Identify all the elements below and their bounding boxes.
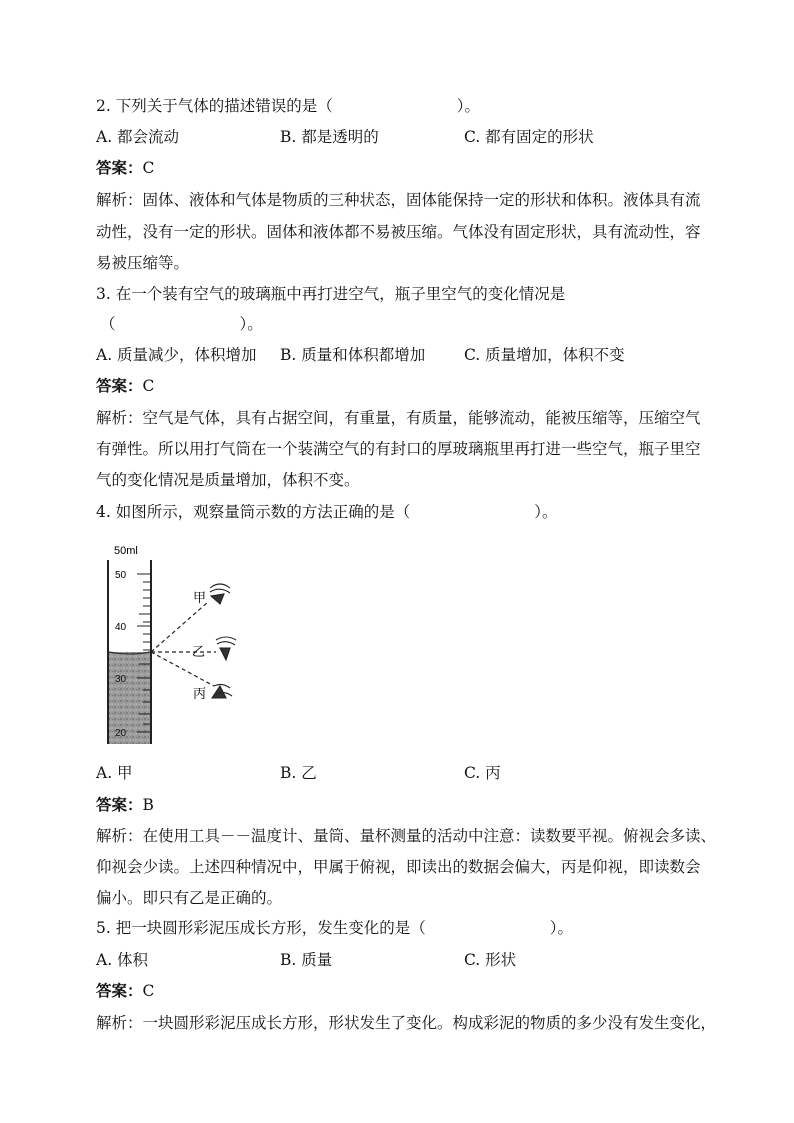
q4-analysis-line-2: 仰视会少读。上述四种情况中，甲属于俯视，即读出的数据会偏大，丙是仰视，即读数会 — [96, 858, 701, 876]
q2-option-c: C. 都有固定的形状 — [464, 128, 594, 146]
q2-option-b: B. 都是透明的 — [280, 128, 379, 146]
q2-answer-label: 答案： — [96, 158, 143, 177]
q5-option-a: A. 体积 — [96, 951, 149, 969]
q4-option-b: B. 乙 — [280, 764, 317, 782]
q4-answer-label: 答案： — [96, 795, 143, 814]
measuring-cylinder-figure — [96, 538, 256, 750]
eye-label-jia: 甲 — [193, 591, 207, 606]
eye-icon-jia — [210, 584, 230, 604]
q2-analysis-line-2: 动性，没有一定的形状。固体和液体都不易被压缩。气体没有固定形状，具有流动性，容 — [96, 223, 701, 241]
q4-answer — [96, 795, 154, 815]
tick-label-30: 30 — [115, 674, 127, 685]
q4-option-a: A. 甲 — [96, 764, 133, 782]
q3-analysis-line-3: 气的变化情况是质量增加，体积不变。 — [96, 471, 360, 489]
q3-option-c: C. 质量增加，体积不变 — [464, 346, 625, 364]
q5-analysis-line-1: 解析：一块圆形彩泥压成长方形，形状发生了变化。构成彩泥的物质的多少没有发生变化， — [96, 1014, 717, 1032]
tick-label-50: 50 — [115, 570, 127, 581]
q4-question: 4. 如图所示，观察量筒示数的方法正确的是（ ）。 — [96, 503, 558, 521]
q4-option-c: C. 丙 — [464, 764, 501, 782]
q3-answer-value: C — [142, 377, 155, 395]
q2-answer — [96, 158, 154, 178]
q2-options — [96, 127, 696, 147]
cylinder-capacity-label: 50ml — [114, 545, 138, 557]
q3-analysis-line-1: 解析：空气是气体，具有占据空间，有重量，有质量，能够流动，能被压缩等，压缩空气 — [96, 409, 701, 427]
q5-answer-value: C — [142, 982, 155, 1000]
q4-analysis-line-3: 偏小。即只有乙是正确的。 — [96, 889, 283, 907]
tick-label-40: 40 — [115, 622, 127, 633]
q2-analysis-line-3: 易被压缩等。 — [96, 254, 190, 272]
q3-answer — [96, 376, 154, 396]
q2-answer-value: C — [142, 159, 155, 177]
q3-question: 3. 在一个装有空气的玻璃瓶中再打进空气，瓶子里空气的变化情况是 — [96, 285, 566, 303]
eye-icon-yi — [216, 637, 236, 660]
tick-label-20: 20 — [115, 728, 127, 739]
q3-question-cont: （ ）。 — [100, 315, 263, 333]
q5-answer-label: 答案： — [96, 981, 143, 1000]
q3-answer-label: 答案： — [96, 376, 143, 395]
q4-analysis-line-1: 解析：在使用工具－－温度计、量筒、量杯测量的活动中注意：读数要平视。俯视会多读、 — [96, 827, 717, 845]
q5-options — [96, 950, 696, 970]
q2-option-a: A. 都会流动 — [96, 128, 180, 146]
q3-option-a: A. 质量减少，体积增加 — [96, 346, 257, 364]
eye-label-yi: 乙 — [192, 645, 206, 660]
q5-option-b: B. 质量 — [280, 951, 333, 969]
q2-analysis-line-1: 解析：固体、液体和气体是物质的三种状态，固体能保持一定的形状和体积。液体具有流 — [96, 191, 701, 209]
eye-icon-bing — [212, 684, 232, 698]
q5-answer — [96, 981, 154, 1001]
q3-option-b: B. 质量和体积都增加 — [280, 346, 426, 364]
q5-option-c: C. 形状 — [464, 951, 517, 969]
eye-label-bing: 丙 — [193, 687, 207, 702]
q3-options — [96, 345, 696, 365]
q5-question: 5. 把一块圆形彩泥压成长方形，发生变化的是（ ）。 — [96, 919, 573, 937]
q2-question: 2. 下列关于气体的描述错误的是（ ）。 — [96, 97, 480, 115]
q4-answer-value: B — [142, 796, 154, 814]
measuring-cylinder-illustration — [96, 538, 256, 750]
q3-analysis-line-2: 有弹性。所以用打气筒在一个装满空气的有封口的厚玻璃瓶里再打进一些空气，瓶子里空 — [96, 440, 701, 458]
q4-options — [96, 763, 696, 783]
